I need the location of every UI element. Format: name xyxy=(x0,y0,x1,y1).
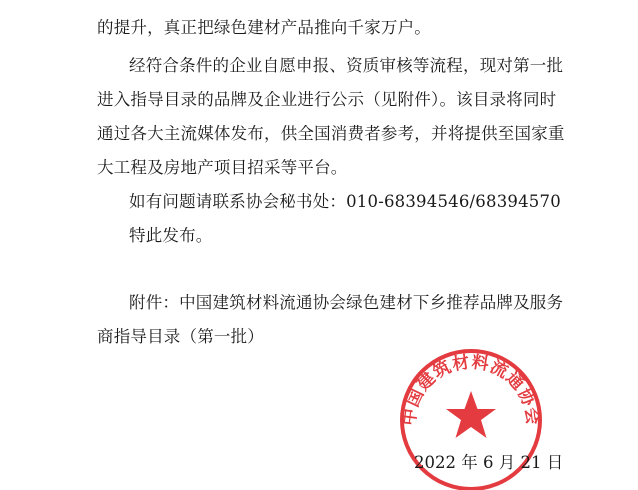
paragraph-line-5: 大工程及房地产项目招采等平台。 xyxy=(97,158,348,177)
seal-org-name: 中国建筑材料流通协会 xyxy=(399,352,543,427)
seal-star-icon xyxy=(446,391,496,438)
document-date: 2022 年 6 月 21 日 xyxy=(414,453,564,472)
closing-line: 特此发布。 xyxy=(129,226,213,245)
contact-line: 如有问题请联系协会秘书处：010-68394546/68394570 xyxy=(129,192,561,211)
paragraph-line-4: 通过各大主流媒体发布，供全国消费者参考，并将提供至国家重 xyxy=(97,124,565,143)
paragraph-line-2: 经符合条件的企业自愿申报、资质审核等流程，现对第一批 xyxy=(129,56,564,75)
attachment-line-2: 商指导目录（第一批） xyxy=(97,327,264,346)
attachment-line-1: 附件：中国建筑材料流通协会绿色建材下乡推荐品牌及服务 xyxy=(129,293,564,312)
paragraph-line-1: 的提升，真正把绿色建材产品推向千家万户。 xyxy=(97,18,431,37)
paragraph-line-3: 进入指导目录的品牌及企业进行公示（见附件）。该目录将同时 xyxy=(97,90,557,109)
